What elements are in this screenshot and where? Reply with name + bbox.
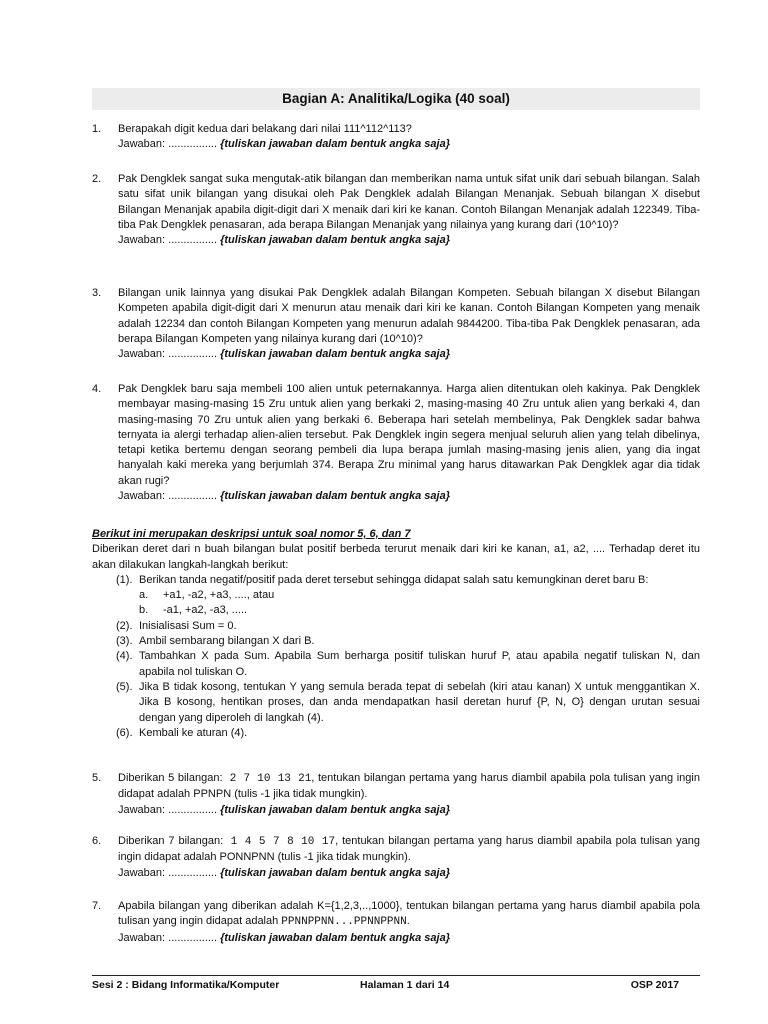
answer-line bbox=[118, 347, 700, 362]
number-sequence: 2 7 10 13 21 bbox=[222, 773, 312, 785]
question-text bbox=[118, 899, 700, 931]
answer-label: Jawaban: ................ bbox=[118, 866, 218, 879]
question-number: 1. bbox=[92, 123, 102, 135]
question-number: 3. bbox=[92, 287, 102, 299]
question-text: Bilangan unik lainnya yang disukai Pak Dengklek adalah Bilangan Kompeten. Sebuah bilangan X disebut Bilangan Kompeten apabila digit-digit dari X menurun atau menaik dari kiri ke kanan. Contoh Bilangan Kompeten yang menaik adalah 12234 dan contoh Bilangan Kompeten yang menurun adalah 9844200. Tiba-tiba Pak Dengklek penasaran, ada berapa Bilangan Kompeten yang nilainya kurang dari (10^10)? bbox=[118, 287, 700, 345]
step-item bbox=[116, 573, 700, 619]
question-number: 4. bbox=[92, 383, 102, 395]
number-sequence: 1 4 5 7 8 10 17 bbox=[223, 836, 336, 848]
footer-page-number: Halaman 1 dari 14 bbox=[360, 979, 450, 991]
sub-label: b. bbox=[139, 604, 149, 617]
footer-event: OSP 2017 bbox=[630, 979, 679, 991]
question-lead: Diberikan 5 bilangan: bbox=[118, 772, 223, 784]
step-number: (5). bbox=[116, 680, 133, 693]
answer-hint: {tuliskan jawaban dalam bentuk angka saja} bbox=[220, 138, 450, 151]
answer-line bbox=[118, 931, 700, 946]
question-text bbox=[118, 771, 700, 803]
answer-line bbox=[118, 866, 700, 881]
description-intro: Diberikan deret dari n buah bilangan bulat positif berbeda terurut menaik dari kiri ke kanan, a1, a2, .... Terhadap deret itu akan dilakukan langkah-langkah berikut: bbox=[92, 543, 700, 571]
answer-line bbox=[118, 233, 700, 248]
step-item bbox=[116, 726, 700, 741]
sub-label: a. bbox=[139, 589, 149, 602]
answer-label: Jawaban: ................ bbox=[118, 348, 218, 361]
description-heading: Berikut ini merupakan deskripsi untuk soal nomor 5, 6, dan 7 bbox=[92, 528, 411, 540]
step-text: Kembali ke aturan (4). bbox=[139, 726, 248, 739]
answer-label: Jawaban: ................ bbox=[118, 931, 218, 944]
section-title: Bagian A: Analitika/Logika (40 soal) bbox=[92, 88, 700, 110]
question-text: Berapakah digit kedua dari belakang dari nilai 111^112^113? bbox=[118, 123, 412, 135]
question-text: Pak Dengklek sangat suka mengutak-atik bilangan dan memberikan nama untuk sifat unik dari sebuah bilangan. Salah satu sifat unik bilangan yang disukai oleh Pak Dengklek adalah Bilangan Menanjak. Sebuah bilangan X disebut Bilangan Menanjak apabila digit-digit dari X menaik dari kiri ke kanan. Contoh Bilangan Menanjak adalah 122349. Tiba-tiba Pak Dengklek penasaran, ada berapa Bilangan Menanjak yang nilainya yang kurang dari (10^10)? bbox=[118, 173, 700, 231]
question-number: 5. bbox=[92, 772, 102, 784]
question-text: Pak Dengklek baru saja membeli 100 alien untuk peternakannya. Harga alien ditentukan oleh kakinya. Pak Dengklek membayar masing-masing 15 Zru untuk alien yang berkaki 2, masing-masing 40 Zru untuk alien yang berkaki 4, dan masing-masing 70 Zru untuk alien yang berkaki 6. Beberapa hari setelah membelinya, Pak Dengklek sadar bahwa ternyata ia alergi terhadap alien-alien tersebut. Pak Dengklek ingin segera menjual seluruh alien yang telah dibelinya, tetapi ketika bertemu dengan seorang pembeli dia lupa berapa jumlah masing-masing jenis alien, yang dia ingat hanyalah kaki mereka yang berjumlah 374. Berapa Zru minimal yang harus ditawarkan Pak Dengklek agar dia tidak akan rugi? bbox=[118, 383, 700, 487]
answer-label: Jawaban: ................ bbox=[118, 138, 218, 151]
question-tail: , tentukan bilangan pertama yang harus diambil apabila pola tulisan yang ingin didapat adalah PONNPNN (tulis -1 jika tidak mungkin). bbox=[118, 835, 700, 864]
question-number: 7. bbox=[92, 900, 102, 912]
step-item bbox=[116, 634, 700, 649]
step-item bbox=[116, 649, 700, 680]
step-number: (3). bbox=[116, 635, 133, 648]
letter-pattern: PPNNPPNN...PPNNPPNN bbox=[281, 916, 407, 929]
footer-session: Sesi 2 : Bidang Informatika/Komputer bbox=[92, 979, 280, 991]
step-text: Berikan tanda negatif/positif pada deret tersebut sehingga didapat salah satu kemungkinan deret baru B: bbox=[139, 573, 649, 586]
answer-label: Jawaban: ................ bbox=[118, 234, 218, 247]
description-block bbox=[92, 527, 700, 741]
answer-line bbox=[118, 803, 700, 818]
question-tail: , tentukan bilangan pertama yang harus diambil apabila pola tulisan yang ingin didapat adalah PPNPN (tulis -1 jika tidak mungkin). bbox=[118, 772, 700, 801]
question-number: 2. bbox=[92, 173, 102, 185]
step-item bbox=[116, 619, 700, 634]
sub-item bbox=[139, 603, 700, 618]
step-item bbox=[116, 680, 700, 726]
question-number: 6. bbox=[92, 835, 102, 847]
sub-item bbox=[139, 588, 700, 603]
step-number: (4). bbox=[116, 650, 133, 663]
step-number: (2). bbox=[116, 619, 133, 632]
answer-hint: {tuliskan jawaban dalam bentuk angka saja} bbox=[220, 348, 450, 361]
answer-line bbox=[118, 137, 700, 152]
step-number: (1). bbox=[116, 573, 133, 586]
answer-hint: {tuliskan jawaban dalam bentuk angka saja} bbox=[220, 490, 450, 503]
footer-divider bbox=[92, 975, 700, 976]
step-text: Tambahkan X pada Sum. Apabila Sum berharga positif tuliskan huruf P, atau apabila negatif tuliskan N, dan apabila nol tuliskan O. bbox=[139, 650, 700, 678]
answer-line bbox=[118, 489, 700, 504]
question-text bbox=[118, 834, 700, 866]
answer-hint: {tuliskan jawaban dalam bentuk angka saja} bbox=[220, 234, 450, 247]
step-number: (6). bbox=[116, 726, 133, 739]
step-text: Ambil sembarang bilangan X dari B. bbox=[139, 635, 315, 648]
answer-label: Jawaban: ................ bbox=[118, 803, 218, 816]
answer-hint: {tuliskan jawaban dalam bentuk angka saja} bbox=[220, 803, 450, 816]
question-lead: Diberikan 7 bilangan: bbox=[118, 835, 224, 847]
sub-text: +a1, -a2, +a3, ...., atau bbox=[163, 589, 275, 602]
answer-hint: {tuliskan jawaban dalam bentuk angka saja} bbox=[220, 866, 450, 879]
answer-hint: {tuliskan jawaban dalam bentuk angka saja} bbox=[220, 931, 450, 944]
answer-label: Jawaban: ................ bbox=[118, 490, 218, 503]
step-text: Inisialisasi Sum = 0. bbox=[139, 619, 237, 632]
sub-text: -a1, +a2, -a3, ..... bbox=[163, 604, 248, 617]
question-tail: . bbox=[406, 915, 410, 928]
step-list bbox=[116, 573, 700, 741]
question-lead: Apabila bilangan yang diberikan adalah K={1,2,3,..,1000}, tentukan bilangan pertama yang harus diambil apabila pola tulisan yang ingin didapat adalah bbox=[118, 900, 700, 928]
step-text: Jika B tidak kosong, tentukan Y yang semula berada tepat di sebelah (kiri atau kanan) X untuk menggantikan X. Jika B kosong, hentikan proses, dan anda mendapatkan hasil deretan huruf {P, N, O} dengan urutan sesuai dengan yang diperoleh di langkah (4). bbox=[139, 680, 700, 724]
